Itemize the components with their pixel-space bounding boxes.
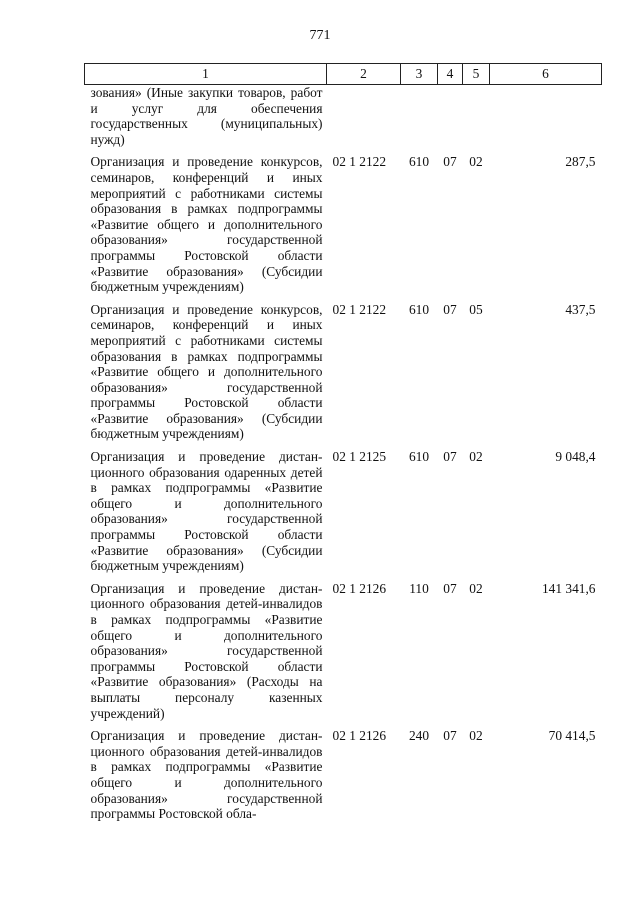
row-amount: 70 414,5 <box>548 728 596 744</box>
header-col-4: 4 <box>438 64 463 85</box>
table-header <box>85 64 602 85</box>
header-col-6: 6 <box>490 64 602 85</box>
row-expense-type: 240 <box>408 728 430 744</box>
row-expense-type: 610 <box>408 449 430 465</box>
row-amount: 141 341,6 <box>541 580 596 596</box>
row-subsection: 02 <box>469 449 483 465</box>
row-code: 02 1 2126 <box>332 728 387 744</box>
row-code: 02 1 2122 <box>332 301 387 317</box>
row-subsection: 05 <box>469 301 483 317</box>
page-number: 771 <box>309 28 331 43</box>
row-code: 02 1 2125 <box>332 449 387 465</box>
row-section: 07 <box>443 154 457 170</box>
row-section: 07 <box>443 449 457 465</box>
table-row <box>85 300 602 447</box>
row-description: Организация и проведение дистанционного образования детей-инвалидов в рамках подпрограммы «Развитие общего и дополнительного образования» государственной программы Ростовской области «Развитие образования» (Расходы на выплаты персоналу казенных учреждений) <box>90 580 323 721</box>
budget-table <box>84 63 602 827</box>
row-section: 07 <box>443 580 457 596</box>
row-section: 07 <box>443 301 457 317</box>
row-description: Организация и проведение дистанционного образования одаренных детей в рамках подпрограммы «Развитие общего и дополнительного образования» государственной программы Ростовской области «Развитие образования» (Субсидии бюджетным учреждениям) <box>90 449 323 574</box>
table-row <box>85 152 602 299</box>
row-description: Организация и проведение конкурсов, семинаров, конференций и иных мероприятий с работниками системы образования в рамках подпрограммы «Развитие общего и дополнительного образования» государственной программы Ростовской области «Развитие образования» (Субсидии бюджетным учреждениям) <box>90 154 323 295</box>
row-subsection: 02 <box>469 154 483 170</box>
table-row <box>85 579 602 726</box>
table-row <box>85 447 602 579</box>
continuation-description: зования» (Иные закупки товаров, работ и услуг для обеспечения государственных (муниципальных) нужд) <box>90 85 323 147</box>
row-section: 07 <box>443 728 457 744</box>
row-subsection: 02 <box>469 728 483 744</box>
row-expense-type: 110 <box>409 580 429 596</box>
row-description: Организация и проведение дистанционного образования детей-инвалидов в рамках подпрограммы «Развитие общего и дополнительного образования» государственной программы Ростовской обла- <box>90 728 323 822</box>
row-expense-type: 610 <box>408 301 430 317</box>
table-row <box>85 726 602 827</box>
row-amount: 9 048,4 <box>555 449 596 465</box>
row-amount: 437,5 <box>565 301 596 317</box>
row-code: 02 1 2126 <box>332 580 387 596</box>
row-amount: 287,5 <box>565 154 596 170</box>
row-subsection: 02 <box>469 580 483 596</box>
row-expense-type: 610 <box>408 154 430 170</box>
header-col-5: 5 <box>463 64 490 85</box>
row-description: Организация и проведение конкурсов, семинаров, конференций и иных мероприятий с работниками системы образования в рамках подпрограммы «Развитие общего и дополнительного образования» государственной программы Ростовской области «Развитие образования» (Субсидии бюджетным учреждениям) <box>90 301 323 442</box>
row-code: 02 1 2122 <box>332 154 387 170</box>
header-col-3: 3 <box>401 64 438 85</box>
header-col-1: 1 <box>85 64 327 85</box>
continuation-row <box>85 85 602 153</box>
header-col-2: 2 <box>327 64 401 85</box>
